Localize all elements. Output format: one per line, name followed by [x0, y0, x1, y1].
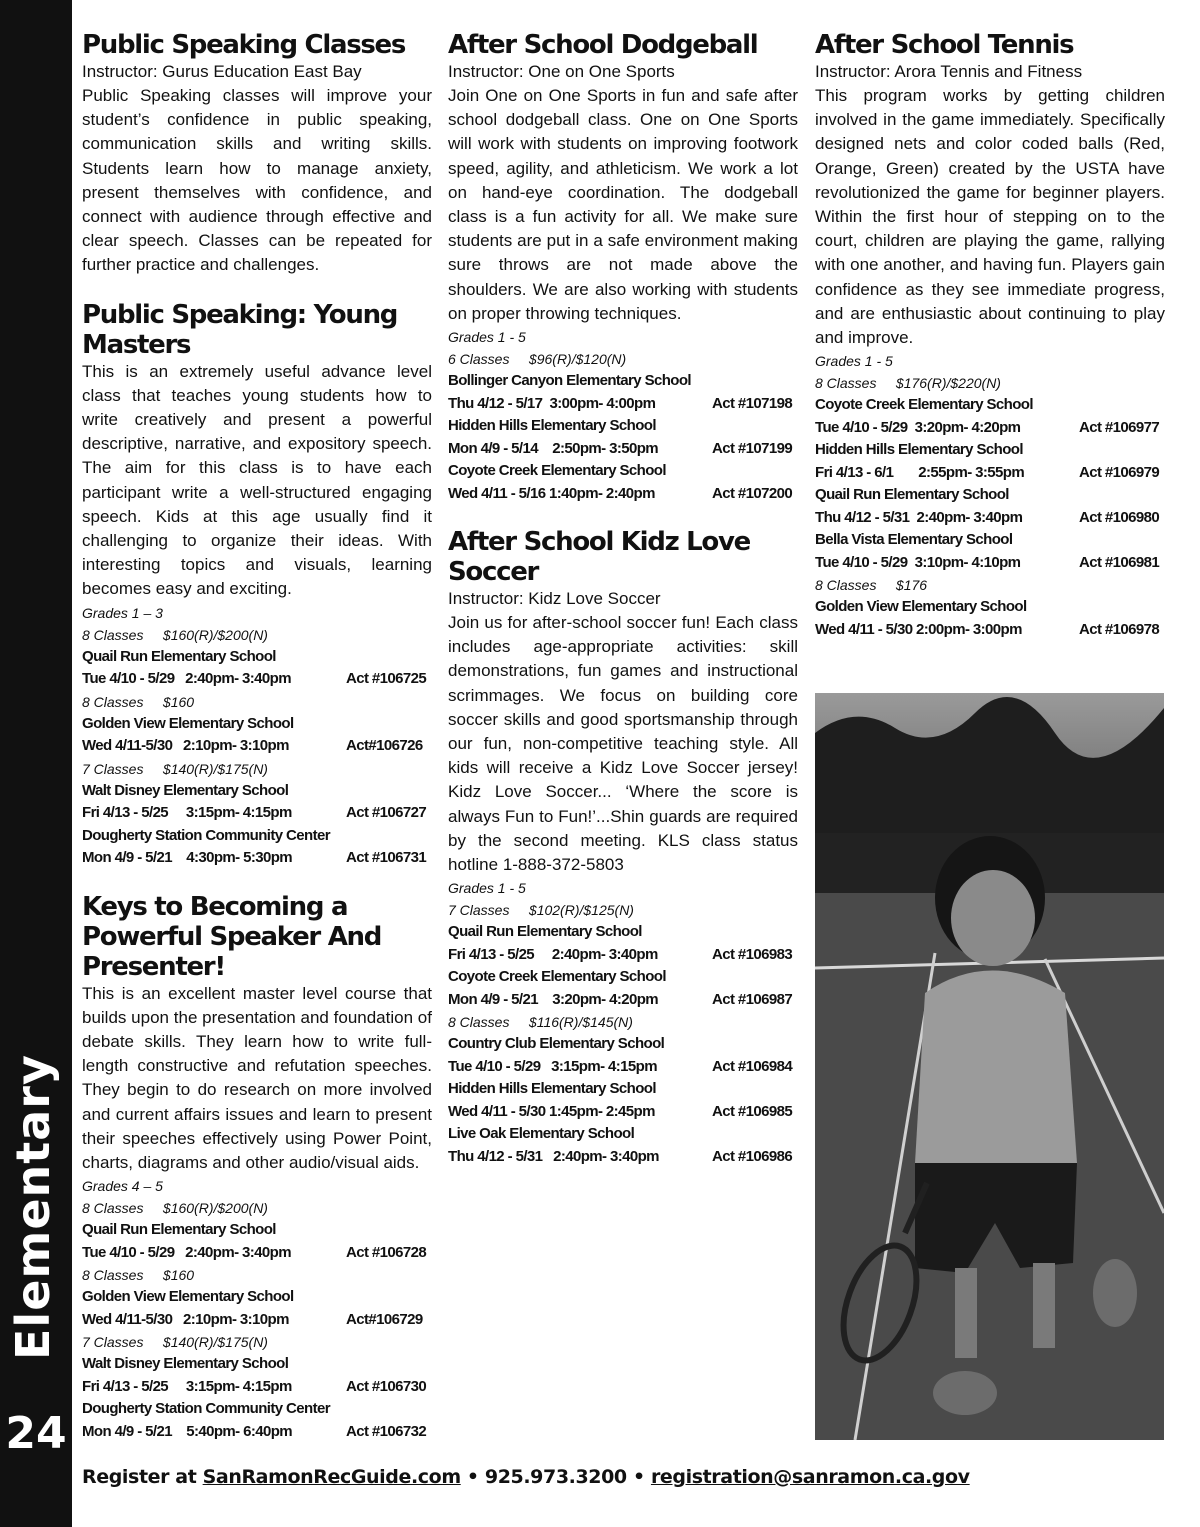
section-label: Elementary: [6, 1054, 60, 1360]
session-time: Wed 4/11-5/30 2:10pm- 3:10pm: [82, 1310, 289, 1328]
grade-range: Grades 1 - 5: [815, 353, 893, 370]
session-time: Fri 4/13 - 6/1 2:55pm- 3:55pm: [815, 463, 1025, 481]
school-name: Walt Disney Elementary School: [82, 1355, 289, 1373]
activity-number: Act #107198: [712, 394, 793, 412]
session-time: Thu 4/12 - 5/17 3:00pm- 4:00pm: [448, 394, 656, 412]
activity-number: Act #106727: [346, 804, 427, 822]
class-price: 6 Classes $96(R)/$120(N): [448, 351, 627, 368]
school-name: Hidden Hills Elementary School: [448, 1080, 656, 1098]
description: Join us for after-school soccer fun! Each class includes age-appropriate activities: skill demonstrations, fun games and instructional scrimmages. We focus on building core soccer skills and good sportsmanship through our fun, non-competitive teaching style. All kids will receive a Kidz Love Soccer jersey! Kidz Love Soccer... ‘Where the score is always Fun to Fun!’...Shin guards are required by the second meeting. KLS class status hotline 1-888-372-5803: [448, 613, 798, 875]
activity-number: Act #106731: [346, 849, 427, 867]
activity-number: Act #106979: [1079, 463, 1160, 481]
activity-number: Act #106981: [1079, 553, 1160, 571]
activity-number: Act #107200: [712, 484, 793, 502]
section-title: After School Dodgeball: [448, 30, 758, 60]
session-time: Wed 4/11 - 5/16 1:40pm- 2:40pm: [448, 484, 655, 502]
session-row: [815, 552, 1165, 575]
description: Public Speaking classes will improve your student’s confidence in public speaking, communication skills and writing skills. Students learn how to manage anxiety, present themselves with confidence, and connect with audience through effective and clear speech. Classes can be repeated for further practice and challenges.: [82, 86, 432, 275]
class-price: 8 Classes $160: [82, 1267, 195, 1284]
section-title: After School Tennis: [815, 30, 1074, 60]
instructor: Instructor: Gurus Education East Bay: [82, 62, 362, 81]
instructor: Instructor: Arora Tennis and Fitness: [815, 62, 1083, 81]
session-time: Mon 4/9 - 5/21 4:30pm- 5:30pm: [82, 849, 293, 867]
session-time: Fri 4/13 - 5/25 2:40pm- 3:40pm: [448, 945, 658, 963]
section-title: Public Speaking: Young Masters: [82, 299, 398, 360]
session-row: [82, 668, 432, 691]
school-name: Dougherty Station Community Center: [82, 1400, 330, 1418]
activity-number: Act #106732: [346, 1422, 427, 1440]
school-name: Quail Run Elementary School: [815, 486, 1009, 504]
session-time: Tue 4/10 - 5/29 3:20pm- 4:20pm: [815, 418, 1021, 436]
session-row: [448, 483, 798, 506]
session-time: Thu 4/12 - 5/31 2:40pm- 3:40pm: [815, 508, 1023, 526]
session-row: [448, 1146, 798, 1169]
school-name: Coyote Creek Elementary School: [448, 968, 666, 986]
session-row: [815, 417, 1165, 440]
class-price: 7 Classes $140(R)/$175(N): [82, 760, 268, 777]
activity-number: Act #106985: [712, 1102, 793, 1120]
class-price: 8 Classes $176: [815, 577, 928, 594]
description: This is an extremely useful advance level class that teaches young students how to write creatively and present a powerful descriptive, narrative, and expository speech. The aim for this class is to have each participant write a well-structured engaging speech. Kids at this age usually find it challenging to organize their ideas. With interesting topics and visuals, learning becomes easy and exciting.: [82, 361, 432, 599]
activity-number: Act #106728: [346, 1243, 427, 1261]
school-name: Bella Vista Elementary School: [815, 531, 1013, 549]
grade-range: Grades 1 - 5: [448, 880, 526, 897]
side-bar: [0, 0, 72, 1527]
section-title: After School Kidz Love Soccer: [448, 527, 750, 588]
footer: [82, 1466, 970, 1488]
session-time: Mon 4/9 - 5/14 2:50pm- 3:50pm: [448, 439, 659, 457]
class-price: 7 Classes $140(R)/$175(N): [82, 1334, 268, 1351]
activity-number: Act #106983: [712, 945, 793, 963]
footer-separator: •: [460, 1466, 485, 1488]
activity-number: Act #106984: [712, 1057, 793, 1075]
footer-separator: •: [626, 1466, 651, 1488]
session-row: [82, 847, 432, 870]
instructor: Instructor: One on One Sports: [448, 62, 675, 81]
activity-number: Act #106986: [712, 1147, 793, 1165]
class-price: 8 Classes $160(R)/$200(N): [82, 1200, 268, 1217]
school-name: Live Oak Elementary School: [448, 1125, 635, 1143]
session-row: [82, 1421, 432, 1444]
session-row: [448, 438, 798, 461]
session-row: [448, 944, 798, 967]
class-price: 8 Classes $160(R)/$200(N): [82, 626, 268, 643]
tennis-photo: [815, 693, 1164, 1440]
grade-range: Grades 4 – 5: [82, 1178, 163, 1195]
activity-number: Act #107199: [712, 439, 793, 457]
school-name: Walt Disney Elementary School: [82, 781, 289, 799]
session-time: Wed 4/11 - 5/30 1:45pm- 2:45pm: [448, 1102, 655, 1120]
session-row: [448, 989, 798, 1012]
activity-number: Act #106730: [346, 1377, 427, 1395]
session-row: [82, 802, 432, 825]
session-row: [815, 619, 1165, 642]
description: This program works by getting children involved in the game immediately. Specifically designed nets and color coded balls (Red, Orange, Green) created by the USTA have revolutionized the game for beginner players. Within the first hour of stepping on to the court, children are playing the game, rallying with one another, and having fun. Players gain confidence as they see immediate progress, and are enthusiastic about continuing to play and improve.: [815, 86, 1165, 348]
session-row: [448, 1056, 798, 1079]
session-row: [815, 507, 1165, 530]
session-time: Tue 4/10 - 5/29 3:10pm- 4:10pm: [815, 553, 1021, 571]
section-title: Keys to Becoming a Powerful Speaker And Presenter!: [82, 891, 382, 982]
instructor: Instructor: Kidz Love Soccer: [448, 589, 661, 609]
school-name: Golden View Elementary School: [82, 714, 294, 732]
session-row: [82, 1376, 432, 1399]
school-name: Hidden Hills Elementary School: [815, 441, 1023, 459]
section-title: Public Speaking Classes: [82, 30, 406, 60]
session-row: [82, 1242, 432, 1265]
school-name: Golden View Elementary School: [815, 598, 1027, 616]
school-name: Coyote Creek Elementary School: [815, 396, 1033, 414]
grade-range: Grades 1 - 5: [448, 329, 526, 346]
session-time: Tue 4/10 - 5/29 2:40pm- 3:40pm: [82, 670, 291, 688]
class-price: 8 Classes $116(R)/$145(N): [448, 1014, 633, 1031]
activity-number: Act #106987: [712, 990, 793, 1008]
session-time: Thu 4/12 - 5/31 2:40pm- 3:40pm: [448, 1147, 659, 1165]
activity-number: Act #106980: [1079, 508, 1160, 526]
column-2: [448, 30, 798, 1168]
description: Join One on One Sports in fun and safe after school dodgeball class. One on One Sports will work with students on improving footwork speed, agility, and athleticism. We work a lot on hand-eye coordination. The dodgeball class is a fun activity for all. We make sure students are put in a safe environment making sure throws are not made above the shoulders. We are also working with students on proper throwing techniques.: [448, 86, 798, 323]
activity-number: Act#106726: [346, 737, 423, 755]
session-time: Wed 4/11-5/30 2:10pm- 3:10pm: [82, 737, 289, 755]
session-row: [448, 1101, 798, 1124]
class-price: 8 Classes $160: [82, 693, 195, 710]
session-row: [448, 393, 798, 416]
session-row: [82, 1309, 432, 1332]
session-row: [82, 735, 432, 758]
school-name: Coyote Creek Elementary School: [448, 462, 666, 480]
page-number: 24: [5, 1408, 67, 1459]
activity-number: Act #106978: [1079, 620, 1160, 638]
description: This is an excellent master level course that builds upon the presentation and foundation of debate skills. They learn how to write full-length constructive and refutation speeches. They begin to do research on more involved and current affairs issues and learn to present their speeches effectively using Power Point, charts, diagrams and other audio/visual aids.: [82, 983, 432, 1173]
school-name: Dougherty Station Community Center: [82, 826, 330, 844]
session-row: [815, 462, 1165, 485]
session-time: Mon 4/9 - 5/21 3:20pm- 4:20pm: [448, 990, 659, 1008]
activity-number: Act #106977: [1079, 418, 1160, 436]
activity-number: Act#106729: [346, 1310, 423, 1328]
school-name: Bollinger Canyon Elementary School: [448, 372, 691, 390]
column-3: [815, 30, 1165, 641]
tennis-player-image: [815, 693, 1164, 1440]
column-1: [82, 30, 432, 1443]
website-link[interactable]: SanRamonRecGuide.com: [202, 1466, 461, 1488]
school-name: Quail Run Elementary School: [448, 923, 642, 941]
phone-number: 925.973.3200: [484, 1466, 627, 1488]
school-name: Hidden Hills Elementary School: [448, 417, 656, 435]
session-time: Fri 4/13 - 5/25 3:15pm- 4:15pm: [82, 1377, 292, 1395]
session-time: Fri 4/13 - 5/25 3:15pm- 4:15pm: [82, 804, 292, 822]
grade-range: Grades 1 – 3: [82, 604, 163, 621]
class-price: 8 Classes $176(R)/$220(N): [815, 375, 1001, 392]
school-name: Quail Run Elementary School: [82, 647, 276, 665]
school-name: Golden View Elementary School: [82, 1288, 294, 1306]
session-time: Mon 4/9 - 5/21 5:40pm- 6:40pm: [82, 1422, 293, 1440]
email-link[interactable]: registration@sanramon.ca.gov: [650, 1466, 970, 1488]
activity-number: Act #106725: [346, 670, 427, 688]
session-time: Tue 4/10 - 5/29 2:40pm- 3:40pm: [82, 1243, 291, 1261]
class-price: 7 Classes $102(R)/$125(N): [448, 902, 634, 919]
school-name: Quail Run Elementary School: [82, 1221, 276, 1239]
footer-register: Register at: [82, 1466, 203, 1488]
session-time: Wed 4/11 - 5/30 2:00pm- 3:00pm: [815, 620, 1022, 638]
school-name: Country Club Elementary School: [448, 1035, 665, 1053]
session-time: Tue 4/10 - 5/29 3:15pm- 4:15pm: [448, 1057, 657, 1075]
